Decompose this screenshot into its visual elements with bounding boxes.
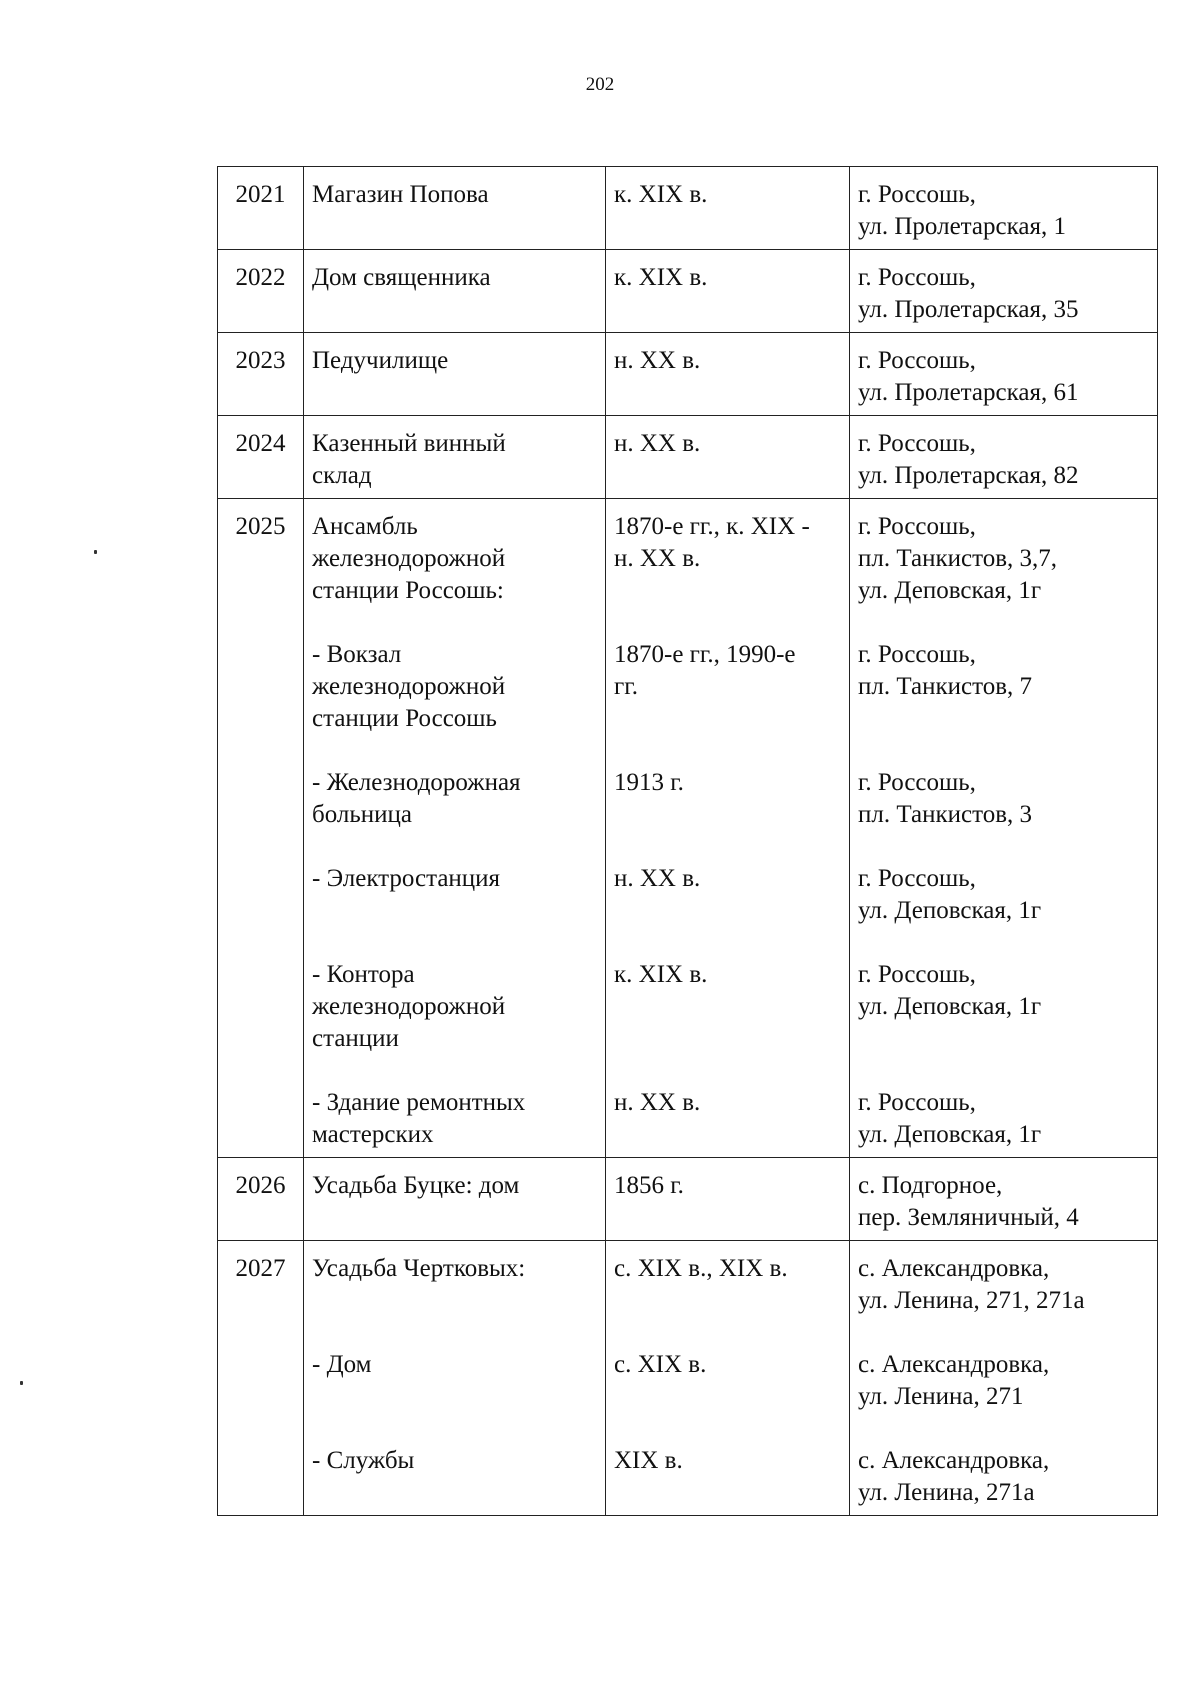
dating [614,179,841,243]
object-name-cell [304,499,606,1158]
address-line: ул. Ленина, 271, 271а [858,1287,1085,1314]
object-name-line: железнодорожной [312,673,506,700]
address-line: г. Россошь, [858,430,976,457]
monuments-table [217,166,1158,1516]
dating-line [614,377,841,409]
object-name-line: - Электростанция [312,865,501,892]
dating-line: XIX в. [614,1447,683,1474]
address-line: пер. Земляничный, 4 [858,1204,1079,1231]
object-name-line: Ансамбль [312,513,418,540]
object-name-line: мастерских [312,1121,434,1148]
dating [614,428,841,492]
object-name-cell [304,250,606,333]
dating-line [614,1119,841,1151]
address [858,345,1149,409]
object-name-line: Усадьба Буцке: дом [312,1172,520,1199]
address-line: ул. Деповская, 1г [858,993,1042,1020]
address [858,511,1149,607]
address-line: г. Россошь, [858,961,976,988]
object-name [312,179,597,243]
object-name-cell [304,167,606,250]
object-name-line: станции Россошь [312,705,497,732]
object-name [312,511,597,607]
address-cell [850,416,1158,499]
table-row [218,333,1158,416]
registry-number-cell: 2024 [218,416,304,499]
address-line: с. Александровка, [858,1255,1050,1282]
address-line: пл. Танкистов, 7 [858,673,1032,700]
address-line: г. Россошь, [858,181,976,208]
dating-line [614,294,841,326]
object-name-line: - Железнодорожная [312,769,521,796]
dating-line [614,575,841,607]
dating [614,1445,841,1509]
object-name-line: Магазин Попова [312,181,489,208]
object-name-line: - Контора [312,961,415,988]
object-name [312,1349,597,1413]
object-name [312,1253,597,1317]
address-line: с. Подгорное, [858,1172,1003,1199]
address-line: г. Россошь, [858,865,976,892]
table-row [218,250,1158,333]
dating-cell [606,1241,850,1516]
dating [614,1349,841,1413]
address [858,767,1149,831]
object-name-line: - Службы [312,1447,415,1474]
address-line: г. Россошь, [858,264,976,291]
address-line: пл. Танкистов, 3 [858,801,1032,828]
address-line: ул. Деповская, 1г [858,1121,1042,1148]
registry-number-cell: 2022 [218,250,304,333]
registry-number-cell: 2021 [218,167,304,250]
dating-line [614,703,841,735]
table-body [218,167,1158,1516]
dating [614,511,841,607]
dating-line: 1870-е гг., 1990-е [614,641,796,668]
address [858,863,1149,927]
address [858,639,1149,735]
object-name-line [312,895,597,927]
dating-line: с. XIX в. [614,1351,707,1378]
address-line: ул. Пролетарская, 1 [858,213,1066,240]
dating [614,639,841,735]
table-row [218,499,1158,1158]
address-line: г. Россошь, [858,1089,976,1116]
dating-line [614,1202,841,1234]
object-name [312,863,597,927]
address [858,1445,1149,1509]
object-name-line: Педучилище [312,347,449,374]
address [858,959,1149,1055]
object-name [312,959,597,1055]
address [858,1170,1149,1234]
object-name-line: Усадьба Чертковых: [312,1255,526,1282]
address [858,262,1149,326]
registry-number-cell: 2026 [218,1158,304,1241]
address [858,1253,1149,1317]
page-number: 202 [585,74,615,95]
address-cell [850,499,1158,1158]
address-line: ул. Пролетарская, 61 [858,379,1079,406]
dating-line [614,799,841,831]
dating [614,1087,841,1151]
dating-line [614,460,841,492]
address [858,428,1149,492]
address-line [858,1023,1149,1055]
dating-line: гг. [614,673,638,700]
object-name-line: - Здание ремонтных [312,1089,526,1116]
dating-line: к. XIX в. [614,961,708,988]
object-name-line: станции Россошь: [312,577,504,604]
address-line: ул. Деповская, 1г [858,577,1042,604]
table-row [218,1241,1158,1516]
dating [614,1170,841,1234]
address-line: ул. Деповская, 1г [858,897,1042,924]
dating-cell [606,1158,850,1241]
object-name-line: Казенный винный [312,430,506,457]
table-row [218,1158,1158,1241]
dating-line: н. XX в. [614,545,701,572]
dating-line: н. XX в. [614,347,701,374]
registry-number-cell: 2025 [218,499,304,1158]
dating-line [614,991,841,1023]
object-name-line: склад [312,462,372,489]
address-line: с. Александровка, [858,1351,1050,1378]
dating-line: 1870-е гг., к. XIX - [614,513,810,540]
address-line: г. Россошь, [858,347,976,374]
dating [614,345,841,409]
address-cell [850,167,1158,250]
dating-line [614,211,841,243]
dating [614,959,841,1055]
address-line: г. Россошь, [858,769,976,796]
object-name-line: станции [312,1025,399,1052]
scan-artifact-dot [20,1381,23,1385]
address [858,1087,1149,1151]
object-name [312,262,597,326]
address-line: с. Александровка, [858,1447,1050,1474]
dating-line [614,1477,841,1509]
table-row [218,416,1158,499]
object-name-line: - Дом [312,1351,372,1378]
object-name-line: железнодорожной [312,993,506,1020]
registry-number-cell: 2023 [218,333,304,416]
dating [614,1253,841,1317]
object-name-line [312,1285,597,1317]
dating-cell [606,416,850,499]
object-name-cell [304,333,606,416]
dating-line: н. XX в. [614,430,701,457]
object-name-line [312,377,597,409]
dating [614,863,841,927]
object-name-cell [304,416,606,499]
object-name-line: больница [312,801,412,828]
object-name [312,1170,597,1234]
address-line: ул. Пролетарская, 82 [858,462,1079,489]
dating-line: с. XIX в., XIX в. [614,1255,788,1282]
object-name [312,767,597,831]
dating-line: 1913 г. [614,769,684,796]
object-name-line: - Вокзал [312,641,402,668]
address [858,1349,1149,1413]
address-cell [850,1241,1158,1516]
object-name [312,639,597,735]
object-name-cell [304,1158,606,1241]
object-name-line [312,1381,597,1413]
object-name [312,345,597,409]
object-name [312,428,597,492]
address [858,179,1149,243]
dating-line: к. XIX в. [614,181,708,208]
dating-line [614,1285,841,1317]
dating-line: к. XIX в. [614,264,708,291]
dating-cell [606,167,850,250]
dating-line: н. XX в. [614,865,701,892]
address-line [858,703,1149,735]
address-line: г. Россошь, [858,513,976,540]
object-name [312,1087,597,1151]
address-cell [850,250,1158,333]
table-row [218,167,1158,250]
address-cell [850,333,1158,416]
dating-cell [606,499,850,1158]
object-name-line [312,1202,597,1234]
address-line: пл. Танкистов, 3,7, [858,545,1057,572]
object-name-line: Дом священника [312,264,491,291]
address-line: ул. Пролетарская, 35 [858,296,1079,323]
address-line: ул. Ленина, 271а [858,1479,1035,1506]
object-name-line: железнодорожной [312,545,506,572]
dating-cell [606,333,850,416]
dating [614,262,841,326]
object-name-line [312,211,597,243]
object-name [312,1445,597,1509]
dating [614,767,841,831]
dating-line: н. XX в. [614,1089,701,1116]
registry-number-cell: 2027 [218,1241,304,1516]
address-cell [850,1158,1158,1241]
dating-line [614,1381,841,1413]
dating-line: 1856 г. [614,1172,684,1199]
address-line: г. Россошь, [858,641,976,668]
object-name-cell [304,1241,606,1516]
address-line: ул. Ленина, 271 [858,1383,1024,1410]
object-name-line [312,1477,597,1509]
scan-artifact-dot [94,550,97,554]
dating-line [614,1023,841,1055]
object-name-line [312,294,597,326]
dating-line [614,895,841,927]
dating-cell [606,250,850,333]
